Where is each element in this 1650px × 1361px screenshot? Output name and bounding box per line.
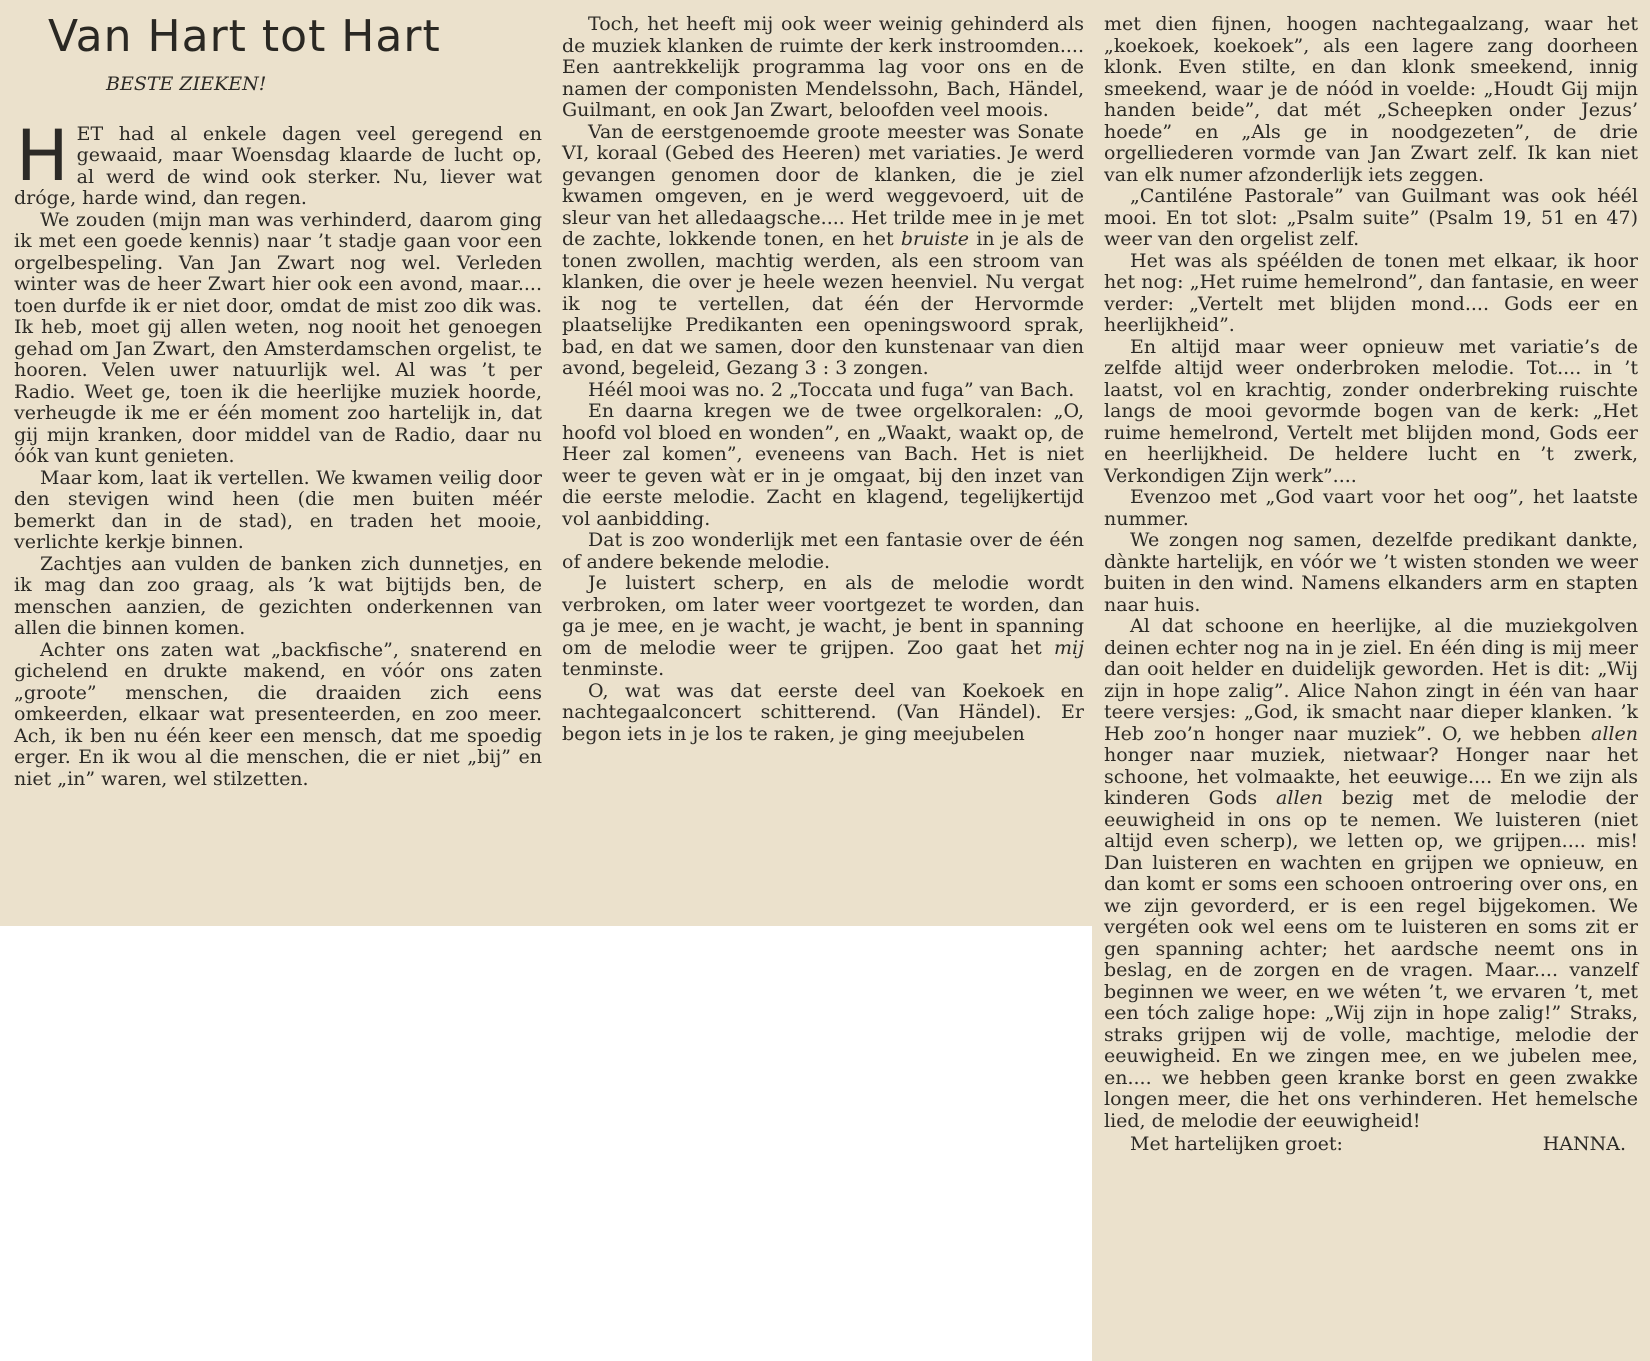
paragraph [1104,616,1638,1132]
paragraph: Dat is zoo wonderlijk met een fantasie over de één of andere bekende melodie. [562,529,1084,573]
paragraph [562,573,1084,681]
paragraph-text: honger naar muziek, nietwaar? Honger naar het schoone, het volmaakte, het eeuwige.... En we zijn als kinderen Gods [1104,744,1638,809]
paragraph-text: Van de eerstgenoemde groote meester was Sonate VI, koraal (Gebed des Heeren) met variaties. Je werd gevangen genomen door de klanken, die je ziel kwamen omgeven, en je werd weggevoerd, uit de sleur van het alledaagsche.... Het trilde mee in je met de zachte, lokkende tonen, en het [562,120,1084,250]
paragraph: En daarna kregen we de twee orgelkoralen: „O, hoofd vol bloed en wonden”, en „Waakt, waakt op, de Heer zal komen”, eveneens van Bach. Het is niet weer te geven wàt er in je omgaat, bij den inzet van die eerste melodie. Zacht en klagend, tegelijkertijd vol aanbidding. [562,400,1084,530]
headline: Van Hart tot Hart [48,11,441,62]
paragraph: Héél mooi was no. 2 „Toccata und fuga” van Bach. [588,378,1075,401]
column-3 [1104,14,1638,1156]
paragraph: met dien fijnen, hoogen nachtegaalzang, waar het „koekoek, koekoek”, als een lagere zang doorheen klonk. Even stilte, en dan klonk smeekend, innig smeekend, waar je de nóód in voelde: „Houdt Gij mijn handen beide”, dat mét „Scheepken onder Jezus’ hoede” en „Als ge in noodgezeten”, de drie orgelliederen vormde van Jan Zwart zelf. Ik kan niet van elk numer afzonderlijk iets zeggen. [1104,13,1638,186]
paragraph-text: tenminste. [562,658,665,680]
paragraph: Het was als spéélden de tonen met elkaar, ik hoor het nog: „Het ruime hemelrond”, dan fantasie, en weer verder: „Vertelt met blijden mond.... Gods eer en heerlijkheid”. [1104,249,1638,336]
column-1 [14,12,542,790]
paragraph [562,122,1084,380]
paragraph: Zachtjes aan vulden de banken zich dunnetjes, en ik mag dan zoo graag, als ’k wat bijtijds ben, de menschen aanzien, de gezichten onderkennen van allen die binnen komen. [14,552,542,639]
paragraph-text: ET had al enkele dagen veel geregend en gewaaid, maar Woensdag klaarde de lucht op, al werd de wind ook sterker. Nu, liever wat dróge, harde wind, dan regen. [14,122,542,209]
paragraph [14,114,542,210]
closing-greeting: Met hartelijken groet: [1130,1133,1343,1155]
closing-line [1104,1134,1638,1156]
paragraph: Maar kom, laat ik vertellen. We kwamen veilig door den stevigen wind heen (die men buiten méér bemerkt dan in de stad), en traden het mooie, verlichte kerkje binnen. [14,466,542,553]
emphasis: mij [1054,636,1084,659]
paragraph: Evenzoo met „God vaart voor het oog”, het laatste nummer. [1104,486,1638,530]
emphasis: allen [1591,722,1638,745]
column-2 [562,14,1084,745]
paragraph: Achter ons zaten wat „backfische”, snaterend en gichelend en drukte makend, en vóór ons zaten „groote” menschen, die draaiden zich eens omkeerden, elkaar wat presenteerden, en zoo meer. Ach, ik ben nu één keer een mensch, dat me spoedig erger. En ik wou al die menschen, die er niet „bij” en niet „in” waren, wel stilzetten. [14,638,542,790]
paragraph-text: in je als de tonen zwollen, machtig werden, als een stroom van klanken, die over je heele wezen heenviel. Nu vergat ik nog te vertellen, dat één der Hervormde plaatselijke Predikanten een openingswoord sprak, bad, en dat we samen, door den kunstenaar van dien avond, begeleid, Gezang 3 : 3 zongen. [562,228,1084,379]
paragraph-text: bezig met de melodie der eeuwigheid in ons op te nemen. We luisteren (niet altijd even scherp), we letten op, we grijpen.... mis! Dan luisteren en wachten en grijpen we opnieuw, en dan komt er soms een schooen ontroering over ons, en we zijn gevorderd, er is een regel bijgekomen. We vergéten ook wel eens om te luisteren en soms zit er gen spanning achter; het aardsche neemt ons in beslag, en de zorgen en de vragen. Maar.... vanzelf beginnen we weer, en we wéten ’t, we ervaren ’t, met een tóch zalige hope: „Wij zijn in hope zalig!” Straks, straks grijpen wij de volle, machtige, melodie der eeuwigheid. En we zingen mee, en we jubelen mee, en.... we hebben geen kranke borst en geen zwakke longen meer, die het ons verhinderen. Het hemelsche lied, de melodie der eeuwigheid! [1104,787,1638,1132]
salutation: BESTE ZIEKEN! [106,73,267,95]
paragraph: We zouden (mijn man was verhinderd, daarom ging ik met een goede kennis) naar ’t stadje gaan voor een orgelbespeling. Van Jan Zwart nog wel. Verleden winter was de heer Zwart hier ook een avond, maar.... toen durfde ik er niet door, omdat de mist zoo dik was. Ik heb, moet gij allen weten, nog nooit het genoegen gehad om Jan Zwart, den Amsterdamschen orgelist, te hooren. Velen uwer natuurlijk wel. Al was ’t per Radio. Weet ge, toen ik die heerlijke muziek hoorde, verheugde ik me er één moment zoo hartelijk in, dat gij mijn kranken, door middel van de Radio, daar nu óók van kunt genieten. [14,208,542,467]
signature: HANNA. [1542,1133,1626,1155]
paragraph: En altijd maar weer opnieuw met variatie’s de zelfde altijd weer onderbroken melodie. Tot.... in ’t laatst, vol en krachtig, zonder onderbreking ruischte langs de mooi gevormde bogen van de kerk: „Het ruime hemelrond, Vertelt met blijden mond, Gods eer en heerlijkheid. De heldere lucht en ’t zwerk, Verkondigen Zijn werk”.... [1104,335,1638,487]
paragraph: We zongen nog samen, dezelfde predikant dankte, dànkte hartelijk, en vóór we ’t wisten stonden we weer buiten in den wind. Namens elkanders arm en stapten naar huis. [1104,529,1638,616]
drop-cap: H [16,114,69,197]
paragraph: O, wat was dat eerste deel van Koekoek en nachtegaalconcert schitterend. (Van Händel). Er begon iets in je los te raken, je ging meejubelen [562,679,1084,745]
emphasis: allen [1276,787,1324,809]
paragraph-text: Al dat schoone en heerlijke, al die muziekgolven deinen echter nog na in je ziel. En één ding is mij meer dan ooit helder en duidelijk geworden. Het is dit: „Wij zijn in hope zalig”. Alice Nahon zingt in één van haar teere versjes: „God, ik smacht naar dieper klanken. ’k Heb zoo’n honger naar muziek”. O, we hebben [1104,615,1638,745]
emphasis: bruiste [900,228,970,250]
paragraph: Toch, het heeft mij ook weer weinig gehinderd als de muziek klanken de ruimte der kerk instroomden.... Een aantrekkelijk programma lag voor ons en de namen der componisten Mendelssohn, Bach, Händel, Guilmant, en ook Jan Zwart, beloofden veel moois. [562,13,1084,121]
paragraph-text: Je luistert scherp, en als de melodie wordt verbroken, om later weer voortgezet te worden, dan ga je mee, en je wacht, je wacht, je bent in spanning om de melodie weer te grijpen. Zoo gaat het [562,572,1084,659]
paragraph: „Cantiléne Pastorale” van Guilmant was ook héél mooi. En tot slot: „Psalm suite” (Psalm 19, 51 en 47) weer van den orgelist zelf. [1104,185,1638,250]
